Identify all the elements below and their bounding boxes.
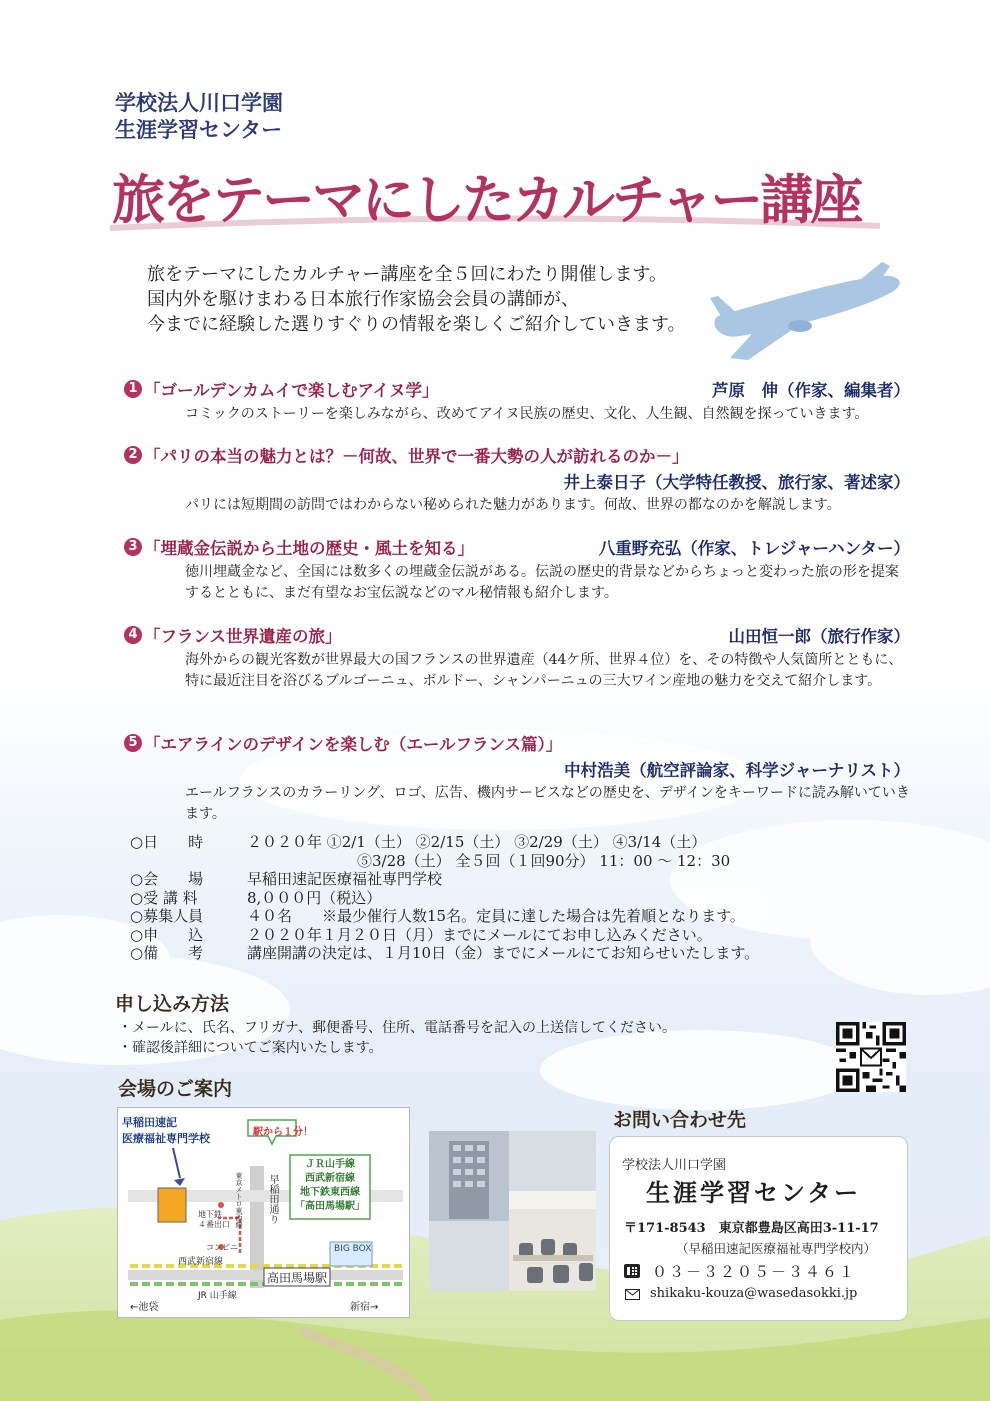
fee-value: 8,０００円（税込）: [247, 888, 382, 907]
capacity-value: ４０名 ※最少催行人数15名。定員に達した場合は先着順となります。: [247, 907, 745, 925]
map-convenience-store: コンビニ: [206, 1243, 238, 1252]
note-label: ○備 考: [130, 944, 204, 962]
application-heading: 申し込み方法: [115, 993, 230, 1015]
date-value: ２０２０年 ①2/1（土） ②2/15（土） ③2/29（土） ④3/14（土）: [247, 833, 707, 851]
course-number-badge: 4: [124, 626, 142, 644]
date-value-cont: ⑤3/28（土） 全５回（１回90分） 11：00 ～ 12：30: [357, 851, 731, 870]
course-number-badge: 1: [124, 380, 142, 398]
contact-address: 〒171-8543 東京都豊島区高田3-11-17: [624, 1221, 879, 1236]
map-station: 高田馬場駅: [266, 1271, 327, 1285]
course-lecturer: 芦原 伸（作家、編集者）: [712, 381, 910, 400]
airplane-illustration: [700, 262, 910, 372]
application-bullet: ・確認後詳細についてご案内いたします。: [118, 1040, 383, 1056]
venue-value: 早稲田速記医療福祉専門学校: [247, 870, 443, 888]
map-shinjuku: 新宿→: [350, 1302, 379, 1313]
course-item: [124, 623, 910, 692]
course-lecturer: 八重野充弘（作家、トレジャーハンター）: [598, 539, 910, 558]
intro-line3: 今までに経験した選りすぐりの情報を楽しくご紹介していきます。: [147, 314, 686, 335]
contact-box: [609, 1136, 908, 1321]
qr-code[interactable]: [836, 1022, 906, 1092]
map-tozai-street: 東京メトロ東西線: [235, 1172, 243, 1228]
date-label: ○日 時: [130, 833, 204, 851]
mail-icon: [625, 1289, 640, 1300]
map-ikebukuro: ←池袋: [130, 1302, 159, 1313]
org-line1: 学校法人川口学園: [115, 91, 283, 115]
course-number-badge: 2: [124, 446, 142, 464]
course-item: [124, 731, 910, 825]
intro-text: [147, 262, 686, 337]
apply-value: ２０２０年１月２０日（月）までにメールにてお申し込みください。: [247, 925, 712, 944]
venue-map[interactable]: [117, 1107, 410, 1318]
course-item: [124, 443, 910, 516]
capacity-label: ○募集人員: [130, 907, 204, 925]
application-bullet: ・メールに、氏名、フリガナ、郵便番号、住所、電話番号を記入の上送信してください。: [118, 1020, 677, 1036]
course-title: 「埋蔵金伝説から土地の歴史・風土を知る」: [144, 539, 474, 558]
course-number-badge: 5: [124, 734, 142, 752]
course-description: 徳川埋蔵金など、全国には数多くの埋蔵金伝説がある。伝説の歴史的背景などからちょっと変わった旅の形を提案するとともに、まだ有望なお宝伝説などのマル秘情報も紹介します。: [185, 564, 899, 601]
course-lecturer: 山田恒一郎（旅行作家）: [728, 627, 910, 646]
contact-center: 生涯学習センター: [646, 1178, 862, 1207]
apply-label: ○申 込: [130, 925, 204, 944]
fee-label: ○受 講 料: [130, 888, 198, 907]
application-instructions: [118, 1018, 676, 1058]
contact-org: 学校法人川口学園: [622, 1158, 727, 1173]
venue-heading: 会場のご案内: [118, 1078, 233, 1100]
org-line2: 生涯学習センター: [115, 118, 283, 142]
course-item: [124, 535, 910, 604]
course-lecturer: 井上泰日子（大学特任教授、旅行家、著述家）: [563, 473, 910, 492]
course-description: エールフランスのカラーリング、ロゴ、広告、機内サービスなどの歴史を、デザインをキーワードに読み解いていきます。: [185, 785, 910, 822]
contact-phone[interactable]: ０３－３２０５－３４６１: [652, 1263, 857, 1281]
course-lecturer: 中村浩美（航空評論家、科学ジャーナリスト）: [564, 761, 910, 780]
organization-name: [115, 90, 283, 144]
map-train-lines: ＪＲ山手線 西武新宿線 地下鉄東西線 「高田馬場駅」: [295, 1159, 365, 1212]
phone-icon: [624, 1264, 640, 1278]
course-title: 「ゴールデンカムイで楽しむアイヌ学」: [144, 381, 439, 400]
course-title: 「エアラインのデザインを楽しむ（エールフランス篇）」: [144, 735, 563, 754]
map-bigbox: BIG BOX: [334, 1244, 372, 1254]
map-seibu-line: 西武新宿線: [178, 1257, 224, 1267]
event-details: [130, 833, 759, 963]
course-description: 海外からの観光客数が世界最大の国フランスの世界遺産（44ケ所、世界４位）を、その特徴や人気箇所とともに、特に最近注目を浴びるブルゴーニュ、ボルドー、シャンパーニュの三大ワイン産地の魅力を交えて紹介します。: [185, 652, 903, 689]
intro-line2: 国内外を駆けまわる日本旅行作家協会会員の講師が、: [147, 289, 579, 310]
venue-label: ○会 場: [130, 870, 204, 888]
course-title: 「フランス世界遺産の旅」: [144, 627, 342, 646]
map-jr-line: JR 山手線: [198, 1291, 237, 1301]
building-photo: [429, 1131, 596, 1291]
map-waseda-street: 早稲田通り: [267, 1174, 278, 1224]
course-description: パリには短期間の訪問ではわからない秘められた魅力があります。何故、世界の都なのかを解説します。: [185, 497, 841, 513]
map-callout: 駅から１分！: [253, 1127, 313, 1138]
course-item: [124, 377, 910, 425]
note-value: 講座開講の決定は、１月10日（金）までにメールにてお知らせいたします。: [247, 944, 760, 962]
contact-heading: お問い合わせ先: [613, 1109, 747, 1131]
contact-email[interactable]: shikaku-kouza@wasedasokki.jp: [650, 1286, 858, 1301]
course-number-badge: 3: [124, 538, 142, 556]
map-subway-exit: 地下鉄 ４番出口: [198, 1210, 230, 1229]
contact-address-note: （早稲田速記医療福祉専門学校内）: [676, 1241, 877, 1256]
page-title: 旅をテーマにしたカルチャー講座: [112, 170, 861, 231]
course-description: コミックのストーリーを楽しみながら、改めてアイヌ民族の歴史、文化、人生観、自然観を探っていきます。: [185, 406, 869, 422]
map-school-name: 早稲田速記 医療福祉専門学校: [122, 1116, 210, 1145]
intro-line1: 旅をテーマにしたカルチャー講座を全５回にわたり開催します。: [147, 264, 668, 285]
course-title: 「パリの本当の魅力とは？－何故、世界で一番大勢の人が訪れるのか－」: [144, 447, 689, 466]
